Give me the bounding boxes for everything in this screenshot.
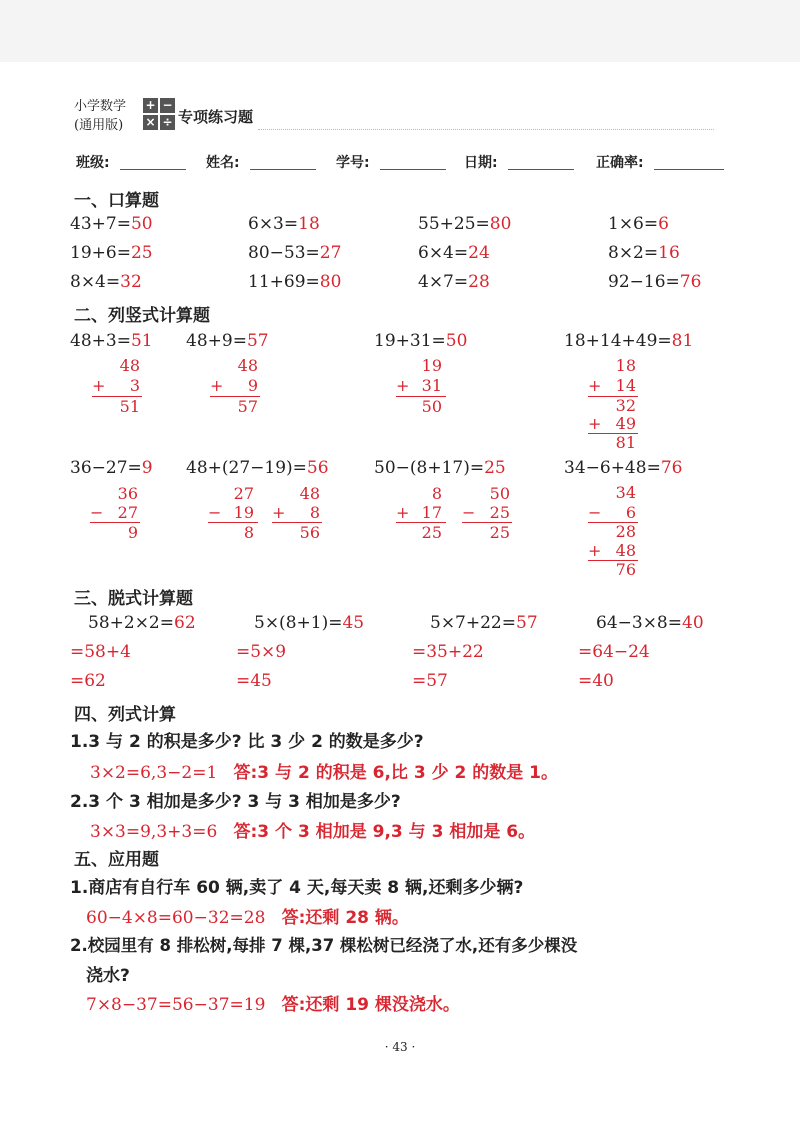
vcalc-operand: 6	[625, 503, 636, 522]
question-text: 2.3 个 3 相加是多少? 3 与 3 相加是多少?	[70, 792, 401, 812]
vcalc-result: 51	[119, 397, 140, 416]
oral-problem: 43+7=50	[70, 214, 153, 234]
plus-icon: +	[143, 98, 158, 113]
vcalc-operand: 9	[247, 376, 258, 395]
oral-problem: 19+6=25	[70, 243, 153, 263]
operator-badge	[143, 98, 175, 132]
vcalc-result: 56	[299, 523, 320, 542]
vertical-problem: 48+3=51	[70, 331, 153, 351]
vcalc-result: 28	[615, 522, 636, 541]
stepwise-step: =45	[236, 671, 272, 691]
field-name-label: 姓名:	[206, 155, 240, 171]
answer-line: 3×3=9,3+3=6 答:3 个 3 相加是 9,3 与 3 相加是 6。	[90, 822, 536, 842]
oral-problem: 8×4=32	[70, 272, 142, 292]
vcalc-result: 57	[237, 397, 258, 416]
vcalc-operand: 19	[421, 356, 442, 375]
stepwise-step: =40	[578, 671, 614, 691]
field-class-blank	[120, 169, 186, 170]
vcalc-operand: 48	[119, 356, 140, 375]
vcalc-operator: +	[92, 376, 106, 395]
answer-line: 60−4×8=60−32=28 答:还剩 28 辆。	[86, 908, 409, 928]
vcalc-operator: +	[396, 376, 410, 395]
vcalc-operand: 48	[299, 484, 320, 503]
vertical-problem: 34−6+48=76	[564, 458, 683, 478]
question-text: 1.商店有自行车 60 辆,卖了 4 天,每天卖 8 辆,还剩多少辆?	[70, 878, 524, 898]
vcalc-operand: 18	[615, 356, 636, 375]
vcalc-result: 81	[615, 433, 636, 452]
oral-problem: 6×4=24	[418, 243, 490, 263]
section-stepwise-title: 三、脱式计算题	[74, 589, 193, 609]
oral-problem: 8×2=16	[608, 243, 680, 263]
vertical-problem: 48+9=57	[186, 331, 269, 351]
vcalc-operator: −	[588, 503, 602, 522]
multiply-icon: ×	[143, 115, 158, 130]
vcalc-result: 25	[489, 523, 510, 542]
page-title: 专项练习题	[178, 108, 254, 126]
page-number: · 43 ·	[384, 1040, 416, 1054]
oral-problem: 55+25=80	[418, 214, 512, 234]
vcalc-operator: +	[396, 503, 410, 522]
vcalc-operand: 31	[421, 376, 442, 395]
field-accuracy-blank	[654, 169, 724, 170]
section-expression-title: 四、列式计算	[74, 705, 176, 725]
vcalc-operand: 34	[615, 483, 636, 502]
field-id-blank	[380, 169, 446, 170]
section-oral-title: 一、口算题	[74, 191, 159, 211]
vcalc-operand: 8	[431, 484, 442, 503]
field-name-blank	[250, 169, 316, 170]
divide-icon: ÷	[160, 115, 175, 130]
vcalc-operand: 27	[233, 484, 254, 503]
field-class-label: 班级:	[76, 155, 110, 171]
vcalc-operand: 48	[237, 356, 258, 375]
header-divider	[258, 129, 714, 130]
vcalc-operand: 3	[129, 376, 140, 395]
vcalc-operator: +	[272, 503, 286, 522]
section-application-title: 五、应用题	[74, 850, 159, 870]
question-text: 1.3 与 2 的积是多少? 比 3 少 2 的数是多少?	[70, 732, 424, 752]
vcalc-operand: 17	[421, 503, 442, 522]
vcalc-operand: 48	[615, 541, 636, 560]
vertical-problem: 19+31=50	[374, 331, 468, 351]
vcalc-result: 50	[421, 397, 442, 416]
question-text: 浇水?	[86, 966, 130, 986]
book-edition: (通用版)	[74, 118, 124, 133]
oral-problem: 80−53=27	[248, 243, 342, 263]
vcalc-operand: 50	[489, 484, 510, 503]
stepwise-step: =58+4	[70, 642, 131, 662]
vcalc-operator: +	[588, 541, 602, 560]
top-margin-bar	[0, 0, 800, 62]
vcalc-operand: 25	[489, 503, 510, 522]
book-label	[74, 97, 126, 135]
stepwise-step: =57	[412, 671, 448, 691]
question-text: 2.校园里有 8 排松树,每排 7 棵,37 棵松树已经浇了水,还有多少棵没	[70, 936, 578, 955]
stepwise-problem: 64−3×8=40	[596, 613, 704, 633]
stepwise-problem: 5×(8+1)=45	[254, 613, 365, 633]
vcalc-operator: +	[588, 414, 602, 433]
stepwise-step: =5×9	[236, 642, 287, 662]
vertical-problem: 48+(27−19)=56	[186, 458, 329, 478]
vcalc-operand: 36	[117, 484, 138, 503]
vcalc-operand: 27	[117, 503, 138, 522]
stepwise-step: =35+22	[412, 642, 484, 662]
field-date-label: 日期:	[464, 155, 498, 171]
vertical-problem: 18+14+49=81	[564, 331, 694, 351]
stepwise-step: =62	[70, 671, 106, 691]
vcalc-operand: 14	[615, 376, 636, 395]
vcalc-result: 32	[615, 396, 636, 415]
oral-problem: 11+69=80	[248, 272, 342, 292]
vcalc-result: 25	[421, 523, 442, 542]
vcalc-operand: 49	[615, 414, 636, 433]
oral-problem: 1×6=6	[608, 214, 669, 234]
vcalc-result: 76	[615, 560, 636, 579]
stepwise-problem: 5×7+22=57	[430, 613, 538, 633]
vcalc-operator: +	[210, 376, 224, 395]
vcalc-result: 9	[127, 523, 138, 542]
oral-problem: 6×3=18	[248, 214, 320, 234]
vertical-problem: 50−(8+17)=25	[374, 458, 506, 478]
answer-line: 3×2=6,3−2=1 答:3 与 2 的积是 6,比 3 少 2 的数是 1。	[90, 763, 558, 783]
oral-problem: 92−16=76	[608, 272, 702, 292]
vcalc-operator: +	[588, 376, 602, 395]
vcalc-result: 8	[243, 523, 254, 542]
minus-icon: −	[160, 98, 175, 113]
oral-problem: 4×7=28	[418, 272, 490, 292]
vertical-problem: 36−27=9	[70, 458, 153, 478]
section-vertical-title: 二、列竖式计算题	[74, 306, 210, 326]
vcalc-operand: 19	[233, 503, 254, 522]
stepwise-problem: 58+2×2=62	[88, 613, 196, 633]
field-date-blank	[508, 169, 574, 170]
field-accuracy-label: 正确率:	[596, 155, 644, 171]
vcalc-operator: −	[208, 503, 222, 522]
vcalc-operator: −	[462, 503, 476, 522]
field-id-label: 学号:	[336, 155, 370, 171]
book-subject: 小学数学	[74, 99, 127, 114]
vcalc-operator: −	[90, 503, 104, 522]
vcalc-operand: 8	[309, 503, 320, 522]
answer-line: 7×8−37=56−37=19 答:还剩 19 棵没浇水。	[86, 995, 460, 1015]
stepwise-step: =64−24	[578, 642, 650, 662]
